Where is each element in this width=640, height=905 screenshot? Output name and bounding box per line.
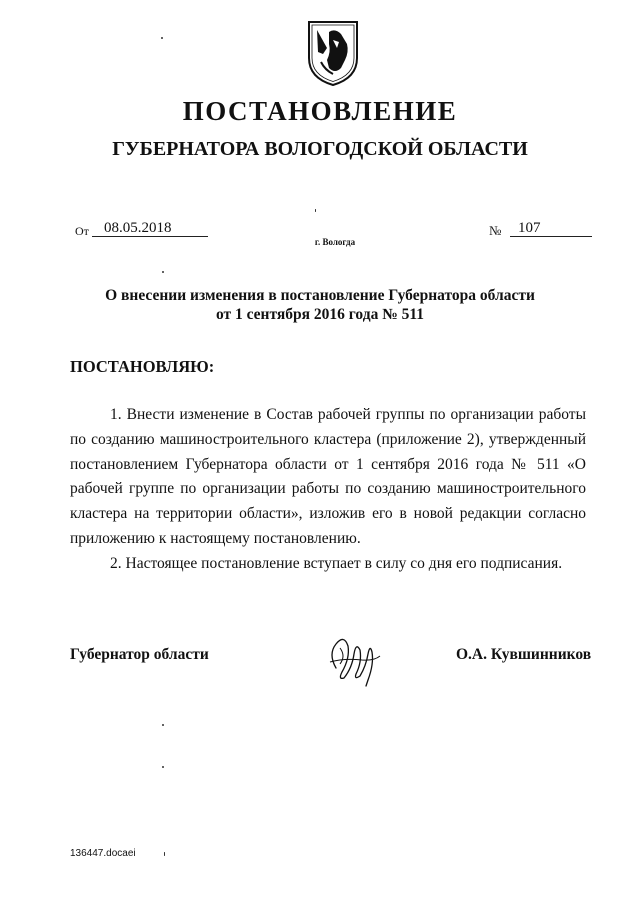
heading-line-2: от 1 сентября 2016 года № 511 (215, 306, 425, 323)
file-code: 136447.docaei (70, 848, 136, 859)
document-number: 107 (518, 220, 541, 236)
city-line (0, 237, 640, 247)
document-date: 08.05.2018 (104, 220, 172, 236)
paragraph-1: 1. Внести изменение в Состав рабочей группы по организации работы по созданию машиностроительного кластера (приложение 2), утвержденный постановлением Губернатора области от 1 сентября 2016 года № 511 «О рабочей группе по организации работы по созданию машиностроительного кластера на территории области», изложив его в новой редакции согласно приложению к настоящему постановлению. (70, 406, 586, 547)
scan-speck (162, 724, 164, 726)
issuing-authority: ГУБЕРНАТОРА ВОЛОГОДСКОЙ ОБЛАСТИ (112, 138, 528, 160)
signatory-position: Губернатор области (70, 646, 209, 663)
date-label: От (75, 224, 89, 238)
document-type-title: ПОСТАНОВЛЕНИЕ (182, 96, 458, 126)
coat-of-arms-emblem (303, 18, 363, 88)
paragraph-2: 2. Настоящее постановление вступает в силу со дня его подписания. (110, 554, 563, 572)
document-body (70, 403, 586, 577)
decree-word: ПОСТАНОВЛЯЮ: (70, 357, 215, 376)
signatory-name: О.А. Кувшинников (456, 646, 592, 663)
scan-speck (161, 37, 163, 39)
document-heading (0, 286, 640, 324)
scan-speck (162, 766, 164, 768)
scan-speck (162, 271, 164, 273)
city-name: г. Вологда (314, 237, 356, 247)
handwritten-signature (322, 628, 386, 688)
scan-speck (164, 852, 165, 856)
number-label: № (489, 223, 502, 238)
heading-line-1: О внесении изменения в постановление Губернатора области (105, 287, 535, 304)
scan-speck (315, 209, 316, 212)
